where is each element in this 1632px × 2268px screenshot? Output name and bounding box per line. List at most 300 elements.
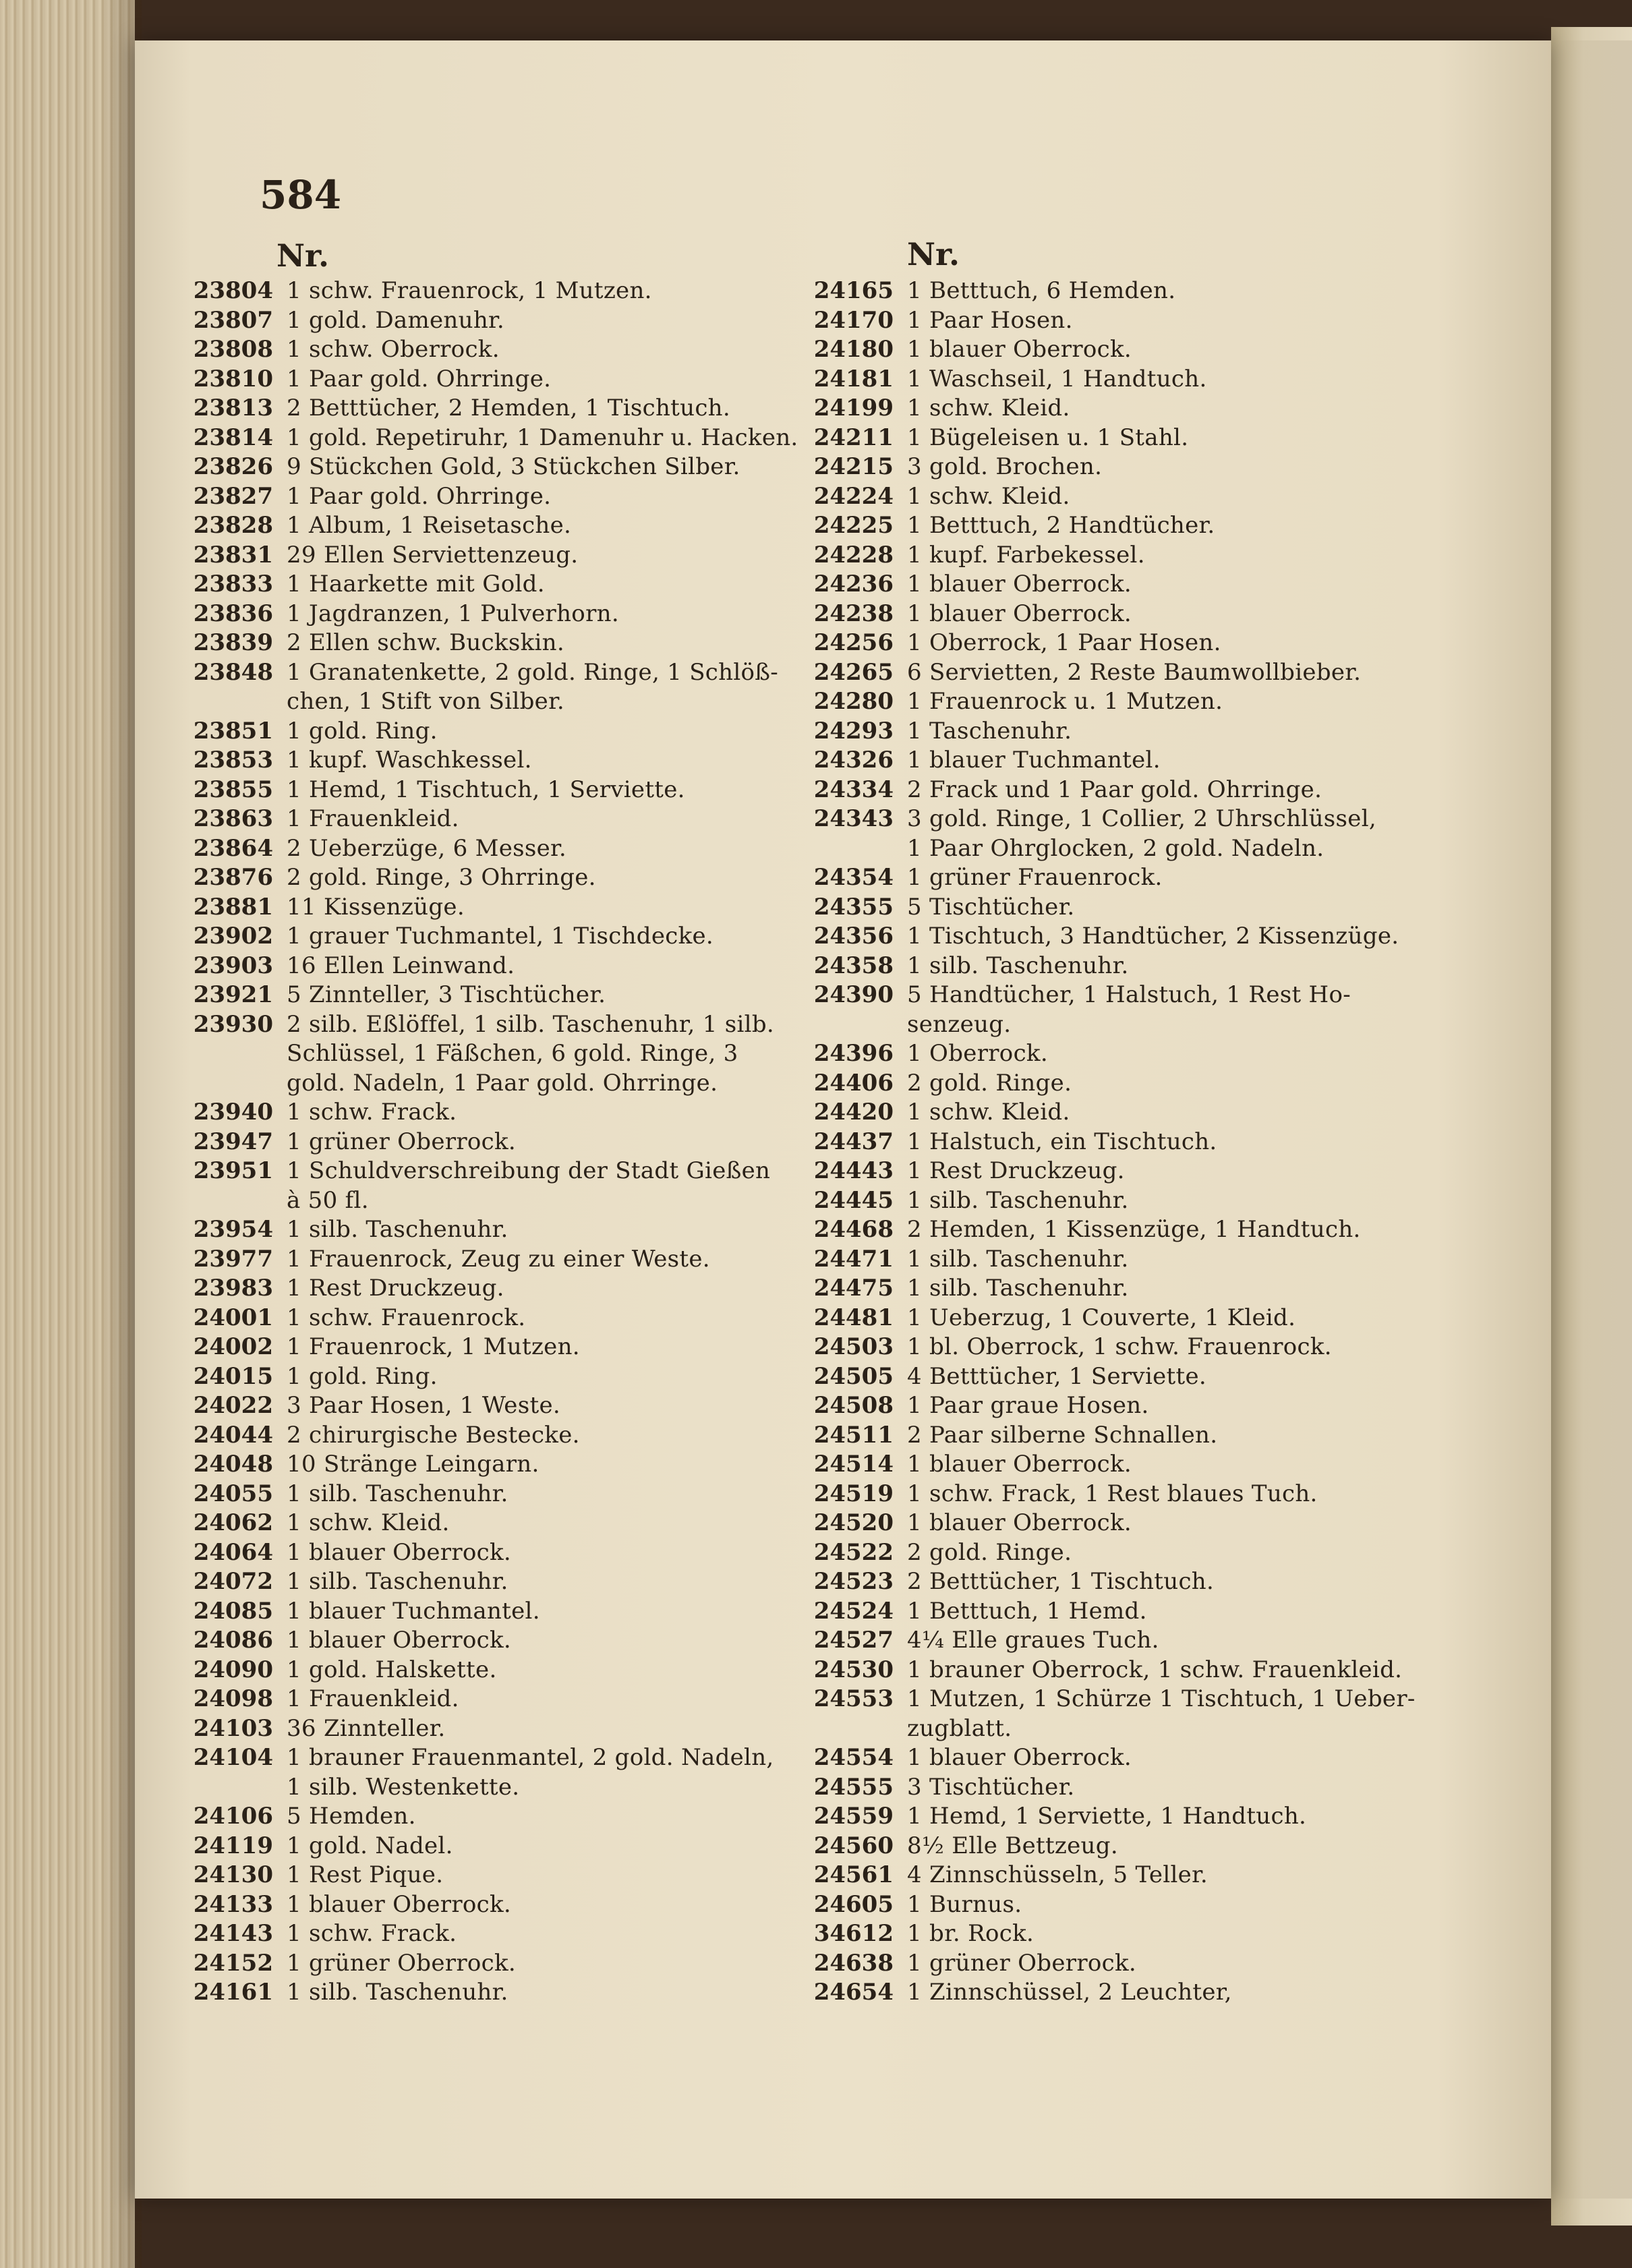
- entry-number: 24523: [813, 1568, 894, 1595]
- entry-description: 2 gold. Ringe, 3 Ohrringe.: [287, 864, 596, 891]
- entry-number: 23876: [193, 864, 273, 891]
- entry-number: 24002: [193, 1333, 273, 1360]
- entry-number: 23827: [193, 482, 273, 510]
- entry-description: 1 gold. Ring.: [287, 717, 438, 745]
- entry-number: 24356: [813, 923, 894, 950]
- inventory-entry: [782, 1978, 1531, 2008]
- entry-number: 24152: [193, 1949, 273, 1977]
- entry-number: 24445: [813, 1186, 894, 1214]
- entry-number: 24133: [193, 1890, 273, 1918]
- inventory-entry: [782, 1743, 1531, 1773]
- entry-number: 24048: [193, 1451, 273, 1478]
- inventory-entry: [162, 1215, 890, 1245]
- entry-description-continued: à 50 fl.: [287, 1186, 369, 1214]
- entry-description: 1 blauer Oberrock.: [287, 1538, 512, 1566]
- entry-number: 23881: [193, 893, 273, 921]
- entry-number: 24481: [813, 1304, 894, 1331]
- inventory-entry: [162, 658, 890, 688]
- entry-description: 1 gold. Halskette.: [287, 1656, 497, 1683]
- inventory-entry: [162, 863, 890, 893]
- entry-description: 1 brauner Frauenmantel, 2 gold. Nadeln,: [287, 1744, 774, 1771]
- entry-description: 1 grüner Frauenrock.: [907, 864, 1163, 891]
- inventory-entry: [782, 1304, 1531, 1333]
- inventory-entry: [162, 1890, 890, 1920]
- left-column-header: Nr.: [276, 237, 330, 274]
- entry-description: 1 silb. Taschenuhr.: [907, 952, 1129, 979]
- inventory-entry: [162, 1274, 890, 1304]
- entry-description: 1 blauer Oberrock.: [907, 600, 1132, 627]
- entry-description: 2 Paar silberne Schnallen.: [907, 1421, 1218, 1449]
- inventory-entry: [782, 629, 1531, 658]
- entry-number: 24654: [813, 1979, 894, 2006]
- inventory-entry: [162, 952, 890, 981]
- entry-description: 1 Haarkette mit Gold.: [287, 571, 545, 598]
- entry-description: 1 silb. Taschenuhr.: [907, 1275, 1129, 1302]
- entry-number: 24103: [193, 1714, 273, 1742]
- inventory-entry: [162, 1391, 890, 1421]
- entry-description: 10 Stränge Leingarn.: [287, 1451, 540, 1478]
- entry-description: 1 schw. Frauenrock, 1 Mutzen.: [287, 277, 652, 304]
- entry-description: 1 Rest Pique.: [287, 1861, 444, 1888]
- inventory-entry: [162, 1098, 890, 1128]
- entry-continuation: [782, 1010, 1531, 1040]
- entry-description-continued: Schlüssel, 1 Fäßchen, 6 gold. Ringe, 3: [287, 1040, 738, 1067]
- inventory-entry: [782, 658, 1531, 688]
- entry-number: 24503: [813, 1333, 894, 1360]
- entry-description: 2 gold. Ringe.: [907, 1069, 1072, 1097]
- inventory-entry: [782, 1832, 1531, 1861]
- inventory-entry: [782, 1480, 1531, 1509]
- inventory-entry: [162, 1128, 890, 1157]
- entry-number: 24334: [813, 776, 894, 803]
- entry-description: 5 Zinnteller, 3 Tischtücher.: [287, 981, 606, 1008]
- entry-number: 24199: [813, 395, 894, 421]
- inventory-entry: [782, 1157, 1531, 1186]
- inventory-entry: [782, 482, 1531, 512]
- entry-description: 1 schw. Frauenrock.: [287, 1304, 526, 1331]
- entry-number: 24062: [193, 1509, 273, 1536]
- entry-number: 24561: [813, 1861, 894, 1888]
- entry-description: 1 Tischtuch, 3 Handtücher, 2 Kissenzüge.: [907, 923, 1399, 950]
- entry-description: 1 Oberrock, 1 Paar Hosen.: [907, 629, 1221, 656]
- entry-number: 23814: [193, 424, 273, 451]
- entry-description: 1 Mutzen, 1 Schürze 1 Tischtuch, 1 Ueber-: [907, 1685, 1416, 1712]
- entry-number: 23826: [193, 453, 273, 480]
- entry-description: 1 Frauenrock u. 1 Mutzen.: [907, 688, 1223, 715]
- entry-number: 24015: [193, 1362, 273, 1390]
- entry-continuation: [782, 834, 1531, 864]
- entry-description: 2 Ueberzüge, 6 Messer.: [287, 834, 566, 862]
- inventory-entry: [782, 1538, 1531, 1568]
- entry-number: 23831: [193, 541, 273, 569]
- entry-number: 24098: [193, 1685, 273, 1712]
- entry-number: 24104: [193, 1744, 273, 1771]
- entry-number: 23977: [193, 1245, 273, 1273]
- inventory-entry: [782, 1626, 1531, 1656]
- entry-description: 1 gold. Ring.: [287, 1362, 438, 1390]
- entry-number: 23902: [193, 923, 273, 950]
- entry-number: 24055: [193, 1480, 273, 1507]
- entry-continuation: [782, 1714, 1531, 1744]
- entry-number: 23836: [193, 600, 273, 627]
- entry-number: 23947: [193, 1128, 273, 1155]
- entry-number: 23804: [193, 277, 273, 304]
- entry-description: 1 silb. Taschenuhr.: [907, 1245, 1129, 1273]
- inventory-entry: [162, 1362, 890, 1392]
- entry-description: 3 Paar Hosen, 1 Weste.: [287, 1392, 560, 1419]
- entry-number: 24090: [193, 1656, 273, 1683]
- inventory-entry: [782, 687, 1531, 717]
- entry-description: 1 schw. Frack, 1 Rest blaues Tuch.: [907, 1480, 1318, 1507]
- inventory-entry: [162, 629, 890, 658]
- right-column-header: Nr.: [907, 236, 960, 272]
- entry-number: 24215: [813, 453, 894, 480]
- inventory-entry: [782, 1274, 1531, 1304]
- entry-description: 1 silb. Taschenuhr.: [907, 1186, 1129, 1214]
- inventory-entry: [782, 863, 1531, 893]
- right-column: [782, 277, 1531, 2008]
- entry-number: 34612: [813, 1920, 894, 1947]
- entry-description: 1 Frauenrock, Zeug zu einer Weste.: [287, 1245, 710, 1273]
- entry-description: 1 schw. Frack.: [287, 1099, 457, 1126]
- entry-description: 1 Granatenkette, 2 gold. Ringe, 1 Schlöß-: [287, 658, 779, 686]
- entry-continuation: [162, 1039, 890, 1069]
- entry-number: 24326: [813, 747, 894, 774]
- left-column: [162, 277, 890, 2008]
- inventory-entry: [782, 424, 1531, 453]
- inventory-entry: [782, 394, 1531, 424]
- entry-description: 1 Rest Druckzeug.: [287, 1275, 504, 1302]
- inventory-entry: [782, 1333, 1531, 1362]
- inventory-entry: [782, 1919, 1531, 1949]
- inventory-entry: [162, 1245, 890, 1275]
- inventory-entry: [162, 424, 890, 453]
- entry-description-continued: chen, 1 Stift von Silber.: [287, 688, 565, 715]
- entry-number: 23807: [193, 306, 273, 334]
- entry-number: 24553: [813, 1685, 894, 1712]
- entry-description: 1 blauer Oberrock.: [907, 1451, 1132, 1478]
- entry-number: 24224: [813, 482, 894, 510]
- entry-number: 24170: [813, 306, 894, 334]
- inventory-entry: [162, 1802, 890, 1832]
- entry-description: 1 schw. Kleid.: [287, 1509, 450, 1536]
- entry-description: 1 grüner Oberrock.: [287, 1128, 517, 1155]
- entry-description: 1 schw. Kleid.: [907, 482, 1070, 510]
- entry-description: 1 br. Rock.: [907, 1920, 1034, 1947]
- entry-number: 24044: [193, 1421, 273, 1449]
- inventory-entry: [162, 511, 890, 541]
- inventory-entry: [782, 1656, 1531, 1685]
- inventory-entry: [162, 1597, 890, 1627]
- entry-number: 24225: [813, 512, 894, 539]
- entry-description: 1 Halstuch, ein Tischtuch.: [907, 1128, 1217, 1155]
- entry-number: 24638: [813, 1949, 894, 1977]
- entry-number: 24072: [193, 1568, 273, 1595]
- entry-number: 24471: [813, 1245, 894, 1273]
- inventory-entry: [782, 511, 1531, 541]
- entry-number: 24293: [813, 717, 894, 745]
- entry-number: 23930: [193, 1010, 273, 1038]
- inventory-entry: [162, 893, 890, 923]
- entry-number: 24001: [193, 1304, 273, 1331]
- inventory-entry: [782, 1245, 1531, 1275]
- entry-description: 1 bl. Oberrock, 1 schw. Frauenrock.: [907, 1333, 1332, 1360]
- entry-description-continued: 1 Paar Ohrglocken, 2 gold. Nadeln.: [907, 834, 1324, 862]
- entry-description: 3 gold. Ringe, 1 Collier, 2 Uhrschlüssel,: [907, 805, 1377, 832]
- inventory-entry: [162, 335, 890, 365]
- inventory-entry: [782, 365, 1531, 395]
- entry-description: 1 gold. Repetiruhr, 1 Damenuhr u. Hacken.: [287, 424, 798, 451]
- inventory-entry: [782, 1861, 1531, 1890]
- inventory-entry: [162, 1832, 890, 1861]
- entry-number: 24355: [813, 893, 894, 921]
- entry-number: 24505: [813, 1362, 894, 1390]
- entry-number: 23808: [193, 336, 273, 363]
- inventory-entry: [162, 394, 890, 424]
- inventory-entry: [162, 1421, 890, 1451]
- page-number: 584: [260, 172, 342, 218]
- inventory-entry: [162, 1450, 890, 1480]
- entry-description-continued: senzeug.: [907, 1010, 1012, 1038]
- inventory-entry: [162, 1978, 890, 2008]
- inventory-entry: [782, 277, 1531, 306]
- entry-number: 23828: [193, 512, 273, 539]
- entry-description: 1 blauer Oberrock.: [907, 1509, 1132, 1536]
- inventory-entry: [162, 834, 890, 864]
- entry-number: 24475: [813, 1275, 894, 1302]
- inventory-entry: [162, 482, 890, 512]
- inventory-entry: [782, 1391, 1531, 1421]
- entry-description: 1 Burnus.: [907, 1890, 1022, 1918]
- inventory-entry: [162, 1743, 890, 1773]
- inventory-entry: [162, 805, 890, 834]
- entry-number: 23863: [193, 805, 273, 832]
- inventory-entry: [782, 1128, 1531, 1157]
- entry-number: 24406: [813, 1069, 894, 1097]
- entry-number: 23853: [193, 747, 273, 774]
- entry-description: 4¼ Elle graues Tuch.: [907, 1627, 1159, 1654]
- inventory-entry: [162, 1626, 890, 1656]
- entry-number: 24085: [193, 1597, 273, 1625]
- entry-description: 1 schw. Kleid.: [907, 1099, 1070, 1126]
- entry-number: 23951: [193, 1157, 273, 1184]
- entry-number: 24165: [813, 277, 894, 304]
- entry-number: 23813: [193, 395, 273, 421]
- entry-description: 1 grüner Oberrock.: [907, 1949, 1137, 1977]
- inventory-entry: [162, 1304, 890, 1333]
- entry-number: 24211: [813, 424, 894, 451]
- inventory-entry: [782, 746, 1531, 776]
- inventory-entry: [782, 1186, 1531, 1216]
- entry-number: 24130: [193, 1861, 273, 1888]
- entry-number: 24064: [193, 1538, 273, 1566]
- inventory-entry: [782, 717, 1531, 747]
- entry-number: 23903: [193, 952, 273, 979]
- inventory-entry: [782, 1039, 1531, 1069]
- entry-description: 2 Hemden, 1 Kissenzüge, 1 Handtuch.: [907, 1216, 1361, 1243]
- entry-description: 1 silb. Taschenuhr.: [287, 1480, 508, 1507]
- inventory-entry: [162, 1567, 890, 1597]
- entry-number: 24555: [813, 1773, 894, 1801]
- inventory-entry: [162, 776, 890, 805]
- entry-description-continued: zugblatt.: [907, 1714, 1012, 1742]
- entry-number: 24228: [813, 541, 894, 569]
- inventory-entry: [782, 1567, 1531, 1597]
- entry-number: 24511: [813, 1421, 894, 1449]
- inventory-entry: [162, 1714, 890, 1744]
- entry-description: 1 Frauenkleid.: [287, 805, 459, 832]
- entry-number: 24143: [193, 1920, 273, 1947]
- entry-number: 24508: [813, 1392, 894, 1419]
- inventory-entry: [162, 541, 890, 571]
- entry-description: 1 gold. Damenuhr.: [287, 306, 504, 334]
- inventory-entry: [782, 570, 1531, 600]
- entry-number: 24181: [813, 365, 894, 392]
- entry-number: 24437: [813, 1128, 894, 1155]
- inventory-entry: [782, 1215, 1531, 1245]
- entry-number: 24236: [813, 571, 894, 598]
- inventory-entry: [162, 1685, 890, 1714]
- entry-description: 1 gold. Nadel.: [287, 1832, 453, 1859]
- entry-description: 1 Hemd, 1 Serviette, 1 Handtuch.: [907, 1803, 1307, 1830]
- entry-number: 23954: [193, 1216, 273, 1243]
- entry-number: 24256: [813, 629, 894, 656]
- entry-description: 1 Oberrock.: [907, 1040, 1048, 1067]
- entry-description: 1 Betttuch, 2 Handtücher.: [907, 512, 1215, 539]
- entry-description: 1 Paar graue Hosen.: [907, 1392, 1149, 1419]
- entry-description: 2 Frack und 1 Paar gold. Ohrringe.: [907, 776, 1322, 803]
- entry-description: 1 Jagdranzen, 1 Pulverhorn.: [287, 600, 619, 627]
- entry-description: 1 schw. Frack.: [287, 1920, 457, 1947]
- entry-number: 24119: [193, 1832, 273, 1859]
- entry-description: 1 grüner Oberrock.: [287, 1949, 517, 1977]
- inventory-entry: [782, 335, 1531, 365]
- entry-description: 5 Handtücher, 1 Halstuch, 1 Rest Ho-: [907, 981, 1351, 1008]
- entry-number: 23921: [193, 981, 273, 1008]
- entry-description: 1 blauer Tuchmantel.: [907, 747, 1161, 774]
- entry-description: 1 Betttuch, 1 Hemd.: [907, 1597, 1147, 1625]
- entry-description: 2 Betttücher, 1 Tischtuch.: [907, 1568, 1215, 1595]
- inventory-entry: [162, 1157, 890, 1186]
- entry-description: 16 Ellen Leinwand.: [287, 952, 515, 979]
- entry-description: 1 blauer Oberrock.: [287, 1627, 512, 1654]
- inventory-entry: [782, 1069, 1531, 1099]
- inventory-entry: [162, 1010, 890, 1040]
- entry-description: 1 silb. Taschenuhr.: [287, 1568, 508, 1595]
- inventory-entry: [782, 1597, 1531, 1627]
- entry-description: 1 blauer Oberrock.: [907, 336, 1132, 363]
- entry-number: 24560: [813, 1832, 894, 1859]
- entry-description: 2 gold. Ringe.: [907, 1538, 1072, 1566]
- page-bleed-shadow: [1551, 40, 1632, 2199]
- entry-description: 1 Ueberzug, 1 Couverte, 1 Kleid.: [907, 1304, 1296, 1331]
- entry-description: 1 Rest Druckzeug.: [907, 1157, 1125, 1184]
- entry-description: 6 Servietten, 2 Reste Baumwollbieber.: [907, 658, 1362, 686]
- entry-description: 1 Paar gold. Ohrringe.: [287, 482, 552, 510]
- inventory-entry: [162, 1919, 890, 1949]
- inventory-entry: [162, 981, 890, 1010]
- entry-description: 9 Stückchen Gold, 3 Stückchen Silber.: [287, 453, 740, 480]
- inventory-entry: [162, 277, 890, 306]
- entry-description: 5 Hemden.: [287, 1803, 416, 1830]
- entry-number: 23864: [193, 834, 273, 862]
- inventory-entry: [782, 541, 1531, 571]
- entry-number: 24390: [813, 981, 894, 1008]
- entry-description: 1 Paar Hosen.: [907, 306, 1073, 334]
- inventory-entry: [782, 1890, 1531, 1920]
- inventory-entry: [162, 1480, 890, 1509]
- inventory-entry: [162, 1656, 890, 1685]
- entry-number: 24358: [813, 952, 894, 979]
- inventory-entry: [782, 981, 1531, 1010]
- entry-number: 23848: [193, 658, 273, 686]
- entry-description: 1 Schuldverschreibung der Stadt Gießen: [287, 1157, 771, 1184]
- entry-description: 29 Ellen Serviettenzeug.: [287, 541, 579, 569]
- inventory-entry: [162, 922, 890, 952]
- entry-number: 24530: [813, 1656, 894, 1683]
- entry-description: 1 Frauenrock, 1 Mutzen.: [287, 1333, 580, 1360]
- inventory-entry: [162, 717, 890, 747]
- entry-description: 1 blauer Oberrock.: [287, 1890, 512, 1918]
- entry-description: 4 Zinnschüsseln, 5 Teller.: [907, 1861, 1208, 1888]
- entry-description: 2 Ellen schw. Buckskin.: [287, 629, 564, 656]
- entry-number: 24520: [813, 1509, 894, 1536]
- inventory-entry: [782, 1773, 1531, 1803]
- inventory-entry: [162, 1861, 890, 1890]
- entry-number: 24554: [813, 1744, 894, 1771]
- entry-number: 24354: [813, 864, 894, 891]
- entry-number: 24280: [813, 688, 894, 715]
- entry-number: 23810: [193, 365, 273, 392]
- inventory-entry: [782, 1802, 1531, 1832]
- entry-number: 24396: [813, 1040, 894, 1067]
- inventory-entry: [782, 1509, 1531, 1538]
- entry-number: 24022: [193, 1392, 273, 1419]
- entry-description-continued: 1 silb. Westenkette.: [287, 1773, 520, 1801]
- inventory-entry: [782, 1450, 1531, 1480]
- entry-continuation: [162, 1069, 890, 1099]
- inventory-entry: [782, 893, 1531, 923]
- entry-description: 1 Hemd, 1 Tischtuch, 1 Serviette.: [287, 776, 685, 803]
- entry-continuation: [162, 1186, 890, 1216]
- entry-continuation: [162, 1773, 890, 1803]
- entry-number: 23855: [193, 776, 273, 803]
- entry-description: 1 brauner Oberrock, 1 schw. Frauenkleid.: [907, 1656, 1403, 1683]
- entry-number: 24238: [813, 600, 894, 627]
- entry-description: 1 Paar gold. Ohrringe.: [287, 365, 552, 392]
- inventory-entry: [782, 1421, 1531, 1451]
- entry-number: 24106: [193, 1803, 273, 1830]
- entry-number: 23983: [193, 1275, 273, 1302]
- entry-description: 11 Kissenzüge.: [287, 893, 465, 921]
- entry-description: 1 blauer Tuchmantel.: [287, 1597, 540, 1625]
- inventory-entry: [782, 306, 1531, 336]
- entry-description: 3 Tischtücher.: [907, 1773, 1075, 1801]
- entry-description: 4 Betttücher, 1 Serviette.: [907, 1362, 1206, 1390]
- entry-description: 1 Waschseil, 1 Handtuch.: [907, 365, 1207, 392]
- inventory-entry: [162, 1509, 890, 1538]
- entry-number: 24343: [813, 805, 894, 832]
- entry-description: 2 Betttücher, 2 Hemden, 1 Tischtuch.: [287, 395, 730, 421]
- entry-number: 23851: [193, 717, 273, 745]
- entry-description: 5 Tischtücher.: [907, 893, 1075, 921]
- entry-number: 24527: [813, 1627, 894, 1654]
- inventory-entry: [162, 1333, 890, 1362]
- inventory-entry: [162, 365, 890, 395]
- entry-number: 24522: [813, 1538, 894, 1566]
- entry-description: 1 schw. Kleid.: [907, 395, 1070, 421]
- entry-description: 1 blauer Oberrock.: [907, 1744, 1132, 1771]
